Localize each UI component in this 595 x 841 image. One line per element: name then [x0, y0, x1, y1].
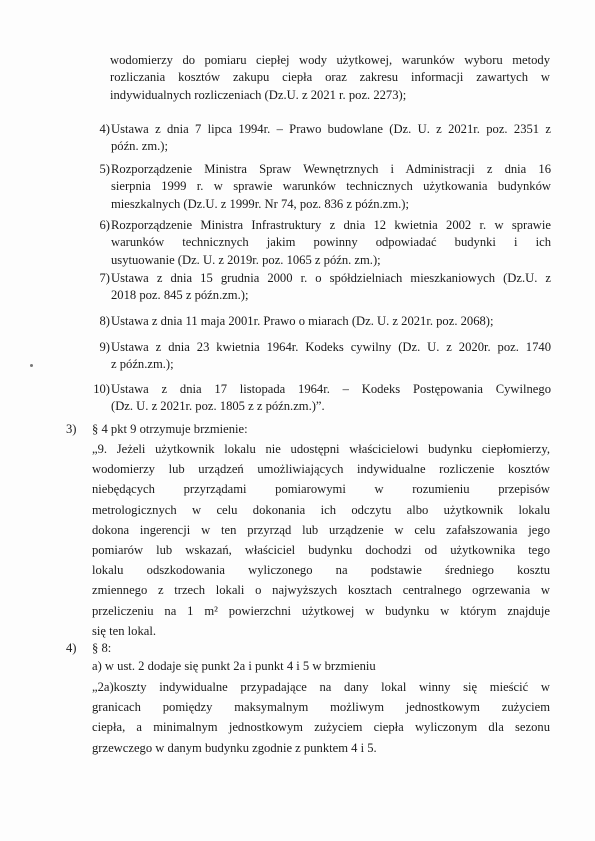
quote-line: metrologicznych w celu dokonania ich odczytu albo użytkownik lokalu: [92, 502, 550, 517]
item-number: 9): [99, 340, 110, 354]
item-line: Ustawa z dnia 17 listopada 1964r. – Kodeks Postępowania Cywilnego: [111, 382, 551, 396]
item-line: Ustawa z dnia 7 lipca 1994r. – Prawo budowlane (Dz. U. z 2021r. poz. 2351 z: [111, 122, 551, 136]
item-line: mieszkalnych (Dz.U. z 1999r. Nr 74, poz. 836 z późn.zm.);: [111, 196, 409, 211]
item-number: 8): [99, 314, 110, 328]
quote-line: się ten lokal.: [92, 623, 157, 638]
section-4-sub-a: a) w ust. 2 dodaje się punkt 2a i punkt 4 i 5 w brzmieniu: [92, 659, 376, 673]
scan-speck: [30, 364, 33, 367]
item-line: z późn.zm.);: [111, 357, 174, 372]
quote-line: „2a)koszty indywidualne przypadające na dany lokal winny się mieścić w: [92, 680, 550, 694]
item-line: późn. zm.);: [111, 139, 169, 154]
section-4-quote: [92, 677, 550, 758]
item-line: (Dz. U. z 2021r. poz. 1805 z z późn.zm.)”.: [111, 399, 325, 414]
intro-line: rozliczania kosztów zakupu ciepła oraz zakresu informacji zawartych w: [110, 70, 550, 85]
item-line: Rozporządzenie Ministra Spraw Wewnętrznych i Administracji z dnia 16: [111, 162, 551, 176]
quote-line: grzewczego w danym budynku zgodnie z punktem 4 i 5.: [92, 740, 377, 755]
item-number: 10): [93, 382, 110, 396]
quote-line: granicach pomiędzy maksymalnym możliwym jednostkowym zużyciem: [92, 700, 550, 715]
item-line: warunków technicznych jakim powinny odpowiadać budynki i ich: [111, 235, 551, 250]
section-number: 4): [66, 641, 77, 655]
intro-paragraph: [110, 52, 550, 104]
quote-line: niebędących przyrządami pomiarowymi w rozumieniu przepisów: [92, 482, 550, 497]
quote-line: lokalu odszkodowania wyliczonego na podstawie średniego kosztu: [92, 563, 550, 578]
section-number: 3): [66, 422, 77, 436]
item-line: Rozporządzenie Ministra Infrastruktury z dnia 12 kwietnia 2002 r. w sprawie: [111, 218, 551, 232]
item-number: 4): [99, 122, 110, 136]
quote-line: wodomierzy lub urządzeń umożliwiających indywidualne rozliczenie kosztów: [92, 462, 550, 477]
section-heading: § 8:: [92, 641, 112, 655]
quote-line: zmiennego z trzech lokali o najwyższych kosztach centralnego ogrzewania w: [92, 583, 550, 598]
intro-line: indywidualnych rozliczeniach (Dz.U. z 2021 r. poz. 2273);: [110, 87, 407, 102]
quote-line: przeliczeniu na 1 m² powierzchni użytkowej w budynku w którym znajduje: [92, 603, 550, 618]
item-line: Ustawa z dnia 15 grudnia 2000 r. o spółdzielniach mieszkaniowych (Dz.U. z: [111, 271, 551, 285]
quote-line: pomiarów lub wskazań, właściciel budynku dochodzi od użytkownika tego: [92, 543, 550, 558]
section-heading: § 4 pkt 9 otrzymuje brzmienie:: [92, 422, 248, 436]
item-number: 5): [99, 162, 110, 176]
quote-line: ciepła, a minimalnym jednostkowym zużyciem ciepła wyliczonym dla sezonu: [92, 720, 550, 735]
quote-line: dokona ingerencji w ten przyrząd lub urządzenie w celu zafałszowania jego: [92, 522, 550, 537]
item-line: Ustawa z dnia 23 kwietnia 1964r. Kodeks cywilny (Dz. U. z 2020r. poz. 1740: [111, 340, 551, 354]
item-number: 7): [99, 271, 110, 285]
item-line: 2018 poz. 845 z późn.zm.);: [111, 288, 249, 303]
section-3-quote: [92, 439, 550, 641]
item-line: usytuowanie (Dz. U. z 2019r. poz. 1065 z późn. zm.);: [111, 252, 381, 267]
item-line: Ustawa z dnia 11 maja 2001r. Prawo o miarach (Dz. U. z 2021r. poz. 2068);: [111, 314, 494, 328]
intro-line: wodomierzy do pomiaru ciepłej wody użytkowej, warunków wyboru metody: [110, 53, 550, 67]
item-line: sierpnia 1999 r. w sprawie warunków technicznych użytkowania budynków: [111, 179, 551, 194]
quote-line: „9. Jeżeli użytkownik lokalu nie udostępni właścicielowi budynku ciepłomierzy,: [92, 442, 550, 456]
item-number: 6): [99, 218, 110, 232]
